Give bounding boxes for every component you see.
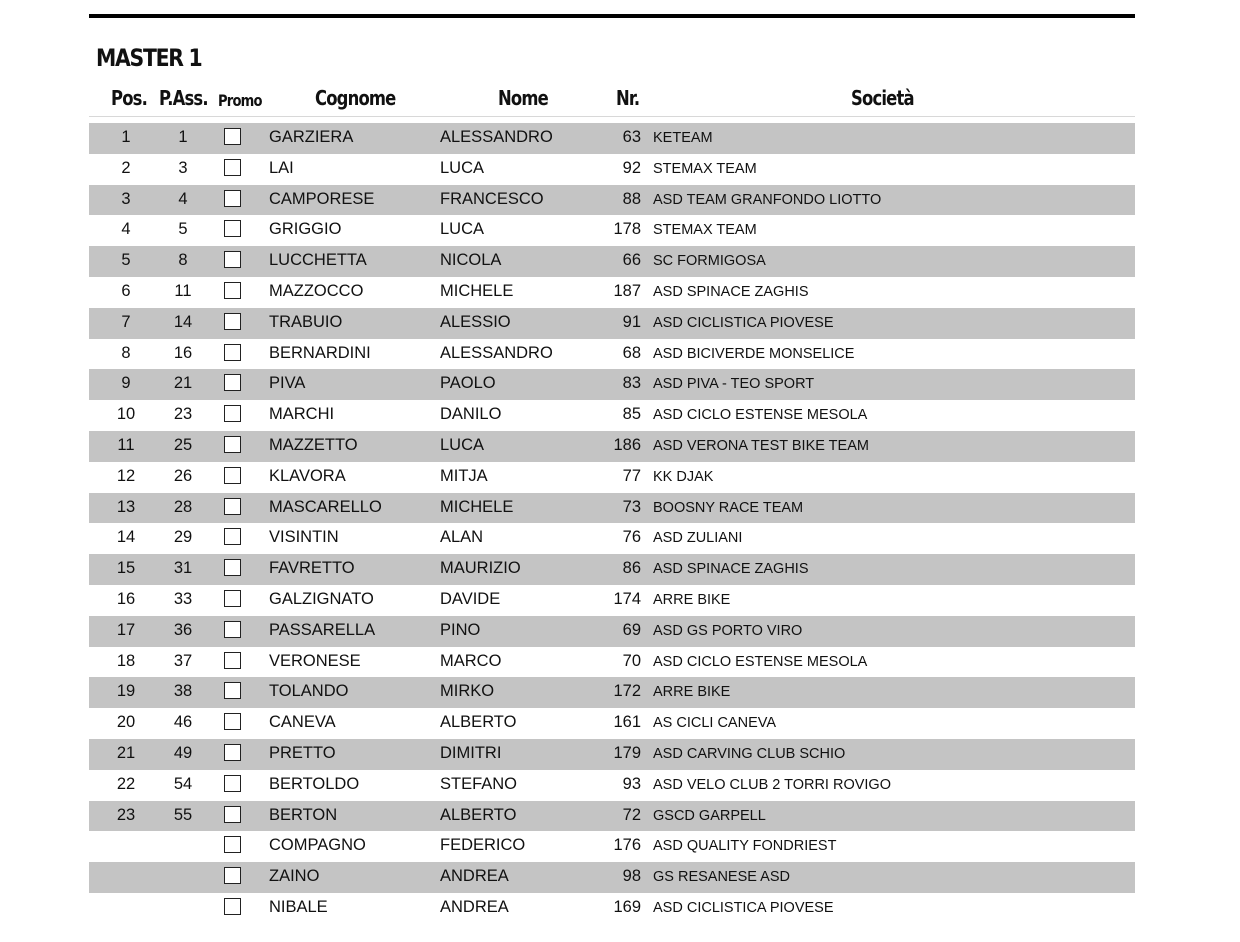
row-societa: BOOSNY RACE TEAM (653, 499, 804, 516)
row-pos: 4 (121, 220, 131, 239)
row-nome: STEFANO (440, 774, 518, 793)
table-row (89, 831, 1135, 862)
row-societa: AS CICLI CANEVA (653, 715, 777, 732)
row-nr: 172 (613, 682, 641, 701)
row-nome: PINO (440, 620, 481, 639)
row-societa: ASD CICLISTICA PIOVESE (653, 314, 834, 331)
promo-checkbox[interactable] (224, 528, 241, 545)
table-row (89, 431, 1135, 462)
row-societa: ASD SPINACE ZAGHIS (653, 283, 809, 300)
row-pass: 1 (178, 128, 188, 146)
row-cognome: BERTON (269, 805, 338, 824)
row-societa: GS RESANESE ASD (653, 869, 790, 886)
row-nr: 169 (613, 897, 641, 916)
row-societa: ASD VERONA TEST BIKE TEAM (653, 437, 869, 454)
row-nr: 69 (622, 620, 641, 639)
row-cognome: GRIGGIO (269, 220, 342, 239)
table-row (89, 185, 1135, 216)
promo-checkbox[interactable] (224, 405, 241, 422)
promo-checkbox[interactable] (224, 344, 241, 361)
row-cognome: KLAVORA (269, 466, 346, 485)
promo-checkbox[interactable] (224, 498, 241, 515)
row-cognome: BERTOLDO (269, 774, 360, 793)
row-cognome: FAVRETTO (269, 559, 355, 578)
top-rule (89, 14, 1135, 18)
row-pos: 2 (121, 158, 131, 177)
row-pos: 14 (116, 528, 136, 547)
row-pos: 3 (121, 189, 131, 208)
row-pass: 3 (178, 158, 188, 177)
row-cognome: MAZZETTO (269, 435, 358, 454)
row-pos: 22 (116, 774, 136, 793)
row-cognome: CAMPORESE (269, 189, 375, 208)
row-nome: DIMITRI (440, 743, 502, 762)
row-pass: 11 (174, 281, 192, 300)
row-nome: DAVIDE (440, 589, 501, 608)
row-pass: 21 (173, 374, 193, 393)
row-nr: 186 (613, 435, 641, 454)
row-societa: STEMAX TEAM (653, 160, 757, 177)
row-cognome: GALZIGNATO (269, 589, 374, 608)
row-nr: 98 (622, 867, 641, 886)
row-pass: 16 (173, 343, 193, 362)
row-pos: 18 (116, 651, 136, 670)
row-societa: ASD PIVA - TEO SPORT (653, 376, 815, 393)
row-nome: ALBERTO (440, 805, 517, 824)
row-nome: MARCO (440, 651, 502, 670)
row-cognome: TRABUIO (269, 312, 343, 331)
row-societa: ASD SPINACE ZAGHIS (653, 561, 809, 578)
promo-checkbox[interactable] (224, 775, 241, 792)
row-pass: 31 (173, 559, 193, 578)
header-promo: Promo (218, 91, 262, 110)
row-pos: 10 (116, 405, 136, 424)
row-pos: 1 (121, 128, 131, 146)
row-pos: 23 (116, 805, 136, 824)
row-nome: MITJA (440, 466, 488, 485)
row-nr: 85 (622, 405, 641, 424)
table-row (89, 215, 1135, 246)
row-nome: LUCA (440, 435, 485, 454)
row-pass: 46 (173, 713, 193, 732)
row-cognome: MASCARELLO (269, 497, 382, 516)
table-row (89, 523, 1135, 554)
row-nr: 93 (622, 774, 641, 793)
header-societa: Società (851, 86, 914, 110)
row-nr: 70 (622, 651, 641, 670)
row-nr: 179 (613, 743, 641, 762)
row-societa: GSCD GARPELL (653, 807, 766, 824)
row-pos: 7 (121, 312, 131, 331)
row-pass: 26 (173, 466, 193, 485)
promo-checkbox[interactable] (224, 713, 241, 730)
row-pos: 5 (121, 251, 131, 270)
row-cognome: VISINTIN (269, 528, 339, 547)
row-nome: ALESSANDRO (440, 343, 553, 362)
row-nr: 68 (622, 343, 641, 362)
row-pos: 15 (116, 559, 136, 578)
row-pass: 28 (173, 497, 193, 516)
table-header (89, 84, 1135, 117)
row-nr: 174 (613, 589, 641, 608)
row-societa: ASD BICIVERDE MONSELICE (653, 345, 855, 362)
table-row (89, 400, 1135, 431)
row-pos: 20 (116, 713, 136, 732)
row-pos: 19 (116, 682, 136, 701)
promo-checkbox[interactable] (224, 590, 241, 607)
promo-checkbox[interactable] (224, 559, 241, 576)
row-nome: FRANCESCO (440, 189, 544, 208)
row-nome: FEDERICO (440, 836, 526, 855)
row-nome: ANDREA (440, 897, 509, 916)
table-row (89, 369, 1135, 400)
table-row (89, 893, 1135, 924)
promo-checkbox[interactable] (224, 282, 241, 299)
row-societa: ASD GS PORTO VIRO (653, 622, 803, 639)
row-cognome: PASSARELLA (269, 620, 376, 639)
table-row (89, 462, 1135, 493)
results-table (89, 123, 1135, 924)
row-societa: ASD CICLO ESTENSE MESOLA (653, 407, 868, 424)
row-pos: 8 (121, 343, 131, 362)
table-row (89, 493, 1135, 524)
header-nome: Nome (498, 86, 548, 110)
row-pos: 13 (116, 497, 136, 516)
table-row (89, 585, 1135, 616)
row-pass: 55 (173, 805, 193, 824)
row-pass: 37 (173, 651, 193, 670)
row-cognome: NIBALE (269, 897, 328, 916)
table-row (89, 123, 1135, 154)
row-societa: ASD QUALITY FONDRIEST (653, 838, 837, 855)
row-nr: 176 (613, 836, 641, 855)
row-societa: ASD CARVING CLUB SCHIO (653, 745, 846, 762)
promo-checkbox[interactable] (224, 898, 241, 915)
row-cognome: CANEVA (269, 713, 336, 732)
row-nr: 66 (622, 251, 641, 270)
row-pos: 17 (116, 620, 136, 639)
row-pass: 54 (173, 774, 193, 793)
row-nome: ALESSANDRO (440, 128, 553, 146)
table-row (89, 154, 1135, 185)
row-societa: ASD VELO CLUB 2 TORRI ROVIGO (653, 776, 891, 793)
row-nr: 161 (613, 713, 641, 732)
promo-checkbox[interactable] (224, 836, 241, 853)
row-pos: 11 (117, 435, 135, 454)
table-row (89, 801, 1135, 832)
promo-checkbox[interactable] (224, 806, 241, 823)
promo-checkbox[interactable] (224, 190, 241, 207)
row-nr: 187 (613, 281, 641, 300)
row-nr: 86 (622, 559, 641, 578)
row-pass: 8 (178, 251, 188, 270)
promo-checkbox[interactable] (224, 652, 241, 669)
promo-checkbox[interactable] (224, 251, 241, 268)
table-row (89, 616, 1135, 647)
table-row (89, 739, 1135, 770)
row-nome: MIRKO (440, 682, 495, 701)
section-title: MASTER 1 (96, 44, 202, 72)
header-cognome: Cognome (315, 86, 396, 110)
table-row (89, 677, 1135, 708)
row-nome: ALESSIO (440, 312, 511, 331)
row-pass: 49 (173, 743, 193, 762)
promo-checkbox[interactable] (224, 867, 241, 884)
row-nr: 83 (622, 374, 641, 393)
row-pass: 33 (173, 589, 193, 608)
row-cognome: MAZZOCCO (269, 281, 364, 300)
row-societa: ASD ZULIANI (653, 530, 743, 547)
row-pass: 14 (173, 312, 193, 331)
table-row (89, 308, 1135, 339)
row-societa: STEMAX TEAM (653, 222, 757, 239)
row-nome: MICHELE (440, 281, 514, 300)
row-cognome: VERONESE (269, 651, 361, 670)
promo-checkbox[interactable] (224, 128, 241, 145)
header-pos: Pos. (111, 86, 148, 110)
row-pass: 38 (173, 682, 193, 701)
row-nr: 72 (622, 805, 641, 824)
row-societa: SC FORMIGOSA (653, 253, 766, 270)
promo-checkbox[interactable] (224, 436, 241, 453)
table-row (89, 647, 1135, 678)
row-nome: ALBERTO (440, 713, 517, 732)
promo-checkbox[interactable] (224, 682, 241, 699)
row-nome: ALAN (440, 528, 484, 547)
row-cognome: BERNARDINI (269, 343, 371, 362)
table-row (89, 246, 1135, 277)
row-pos: 21 (116, 743, 136, 762)
row-pos: 12 (116, 466, 136, 485)
row-nome: LUCA (440, 220, 485, 239)
row-cognome: PRETTO (269, 743, 336, 762)
row-nome: LUCA (440, 158, 485, 177)
row-pass: 36 (173, 620, 193, 639)
promo-checkbox[interactable] (224, 621, 241, 638)
table-row (89, 339, 1135, 370)
row-pos: 9 (121, 374, 131, 393)
row-pass: 25 (173, 435, 193, 454)
table-row (89, 708, 1135, 739)
table-row (89, 554, 1135, 585)
table-row (89, 862, 1135, 893)
row-cognome: ZAINO (269, 867, 320, 886)
row-cognome: LAI (269, 158, 294, 177)
table-row (89, 277, 1135, 308)
row-cognome: TOLANDO (269, 682, 349, 701)
row-nome: PAOLO (440, 374, 496, 393)
row-pass: 5 (178, 220, 188, 239)
promo-checkbox[interactable] (224, 159, 241, 176)
row-nome: ANDREA (440, 867, 509, 886)
header-nr: Nr. (616, 86, 640, 110)
row-societa: ARRE BIKE (653, 591, 731, 608)
row-nr: 73 (622, 497, 641, 516)
row-nome: MAURIZIO (440, 559, 521, 578)
table-row (89, 770, 1135, 801)
promo-checkbox[interactable] (224, 313, 241, 330)
row-nr: 92 (622, 158, 641, 177)
row-cognome: PIVA (269, 374, 306, 393)
row-nr: 88 (622, 189, 641, 208)
row-nome: DANILO (440, 405, 502, 424)
row-cognome: COMPAGNO (269, 836, 366, 855)
row-societa: KETEAM (653, 130, 713, 146)
promo-checkbox[interactable] (224, 744, 241, 761)
row-nome: NICOLA (440, 251, 502, 270)
promo-checkbox[interactable] (224, 374, 241, 391)
row-pos: 6 (121, 281, 131, 300)
row-cognome: MARCHI (269, 405, 335, 424)
row-nome: MICHELE (440, 497, 514, 516)
row-societa: ASD CICLO ESTENSE MESOLA (653, 653, 868, 670)
row-nr: 76 (622, 528, 641, 547)
header-pass: P.Ass. (159, 86, 208, 110)
row-cognome: LUCCHETTA (269, 251, 367, 270)
promo-checkbox[interactable] (224, 220, 241, 237)
row-societa: ARRE BIKE (653, 684, 731, 701)
promo-checkbox[interactable] (224, 467, 241, 484)
row-societa: ASD CICLISTICA PIOVESE (653, 899, 834, 916)
row-nr: 63 (622, 128, 641, 146)
row-pos: 16 (116, 589, 136, 608)
row-nr: 91 (622, 312, 641, 331)
row-nr: 77 (622, 466, 641, 485)
row-cognome: GARZIERA (269, 128, 354, 146)
row-pass: 23 (173, 405, 193, 424)
row-pass: 4 (178, 189, 188, 208)
row-nr: 178 (613, 220, 641, 239)
row-societa: KK DJAK (653, 468, 714, 485)
row-societa: ASD TEAM GRANFONDO LIOTTO (653, 191, 882, 208)
row-pass: 29 (173, 528, 193, 547)
